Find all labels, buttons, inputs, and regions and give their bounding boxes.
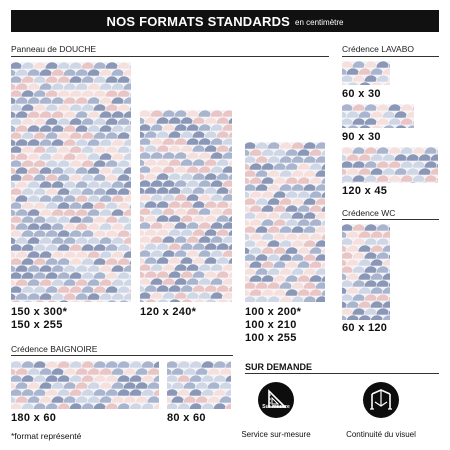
pattern-graphic [342, 104, 414, 128]
section-label-lavabo: Crédence LAVABO [342, 44, 414, 54]
format-line: 150 x 255 [11, 319, 63, 331]
format-line: 150 x 300* [11, 306, 68, 318]
section-rule-lavabo [342, 56, 439, 57]
section-rule-douche [11, 56, 329, 57]
format-line: 100 x 210 [245, 319, 297, 331]
format-douche-100 [245, 306, 301, 345]
pattern-graphic [11, 62, 131, 302]
format-line: 120 x 240* [140, 306, 197, 318]
format-note: *format représenté [11, 431, 82, 441]
pattern-graphic [11, 361, 159, 409]
format-lavabo-60x30: 60 x 30 [342, 88, 381, 100]
swatch-baignoire-80x60 [167, 361, 231, 409]
pattern-graphic [342, 147, 438, 183]
section-label-baignoire: Crédence BAIGNOIRE [11, 344, 98, 354]
section-rule-sur-demande [245, 373, 439, 374]
format-line: 100 x 255 [245, 332, 297, 344]
swatch-wc-60x120 [342, 224, 390, 320]
section-rule-wc [342, 219, 439, 220]
swatch-douche-100x200 [245, 142, 325, 302]
format-wc-60x120: 60 x 120 [342, 322, 388, 334]
sur-mesure-badge: Sur mesure [262, 404, 290, 410]
swatch-lavabo-90x30 [342, 104, 414, 128]
format-baignoire-180x60: 180 x 60 [11, 412, 57, 424]
panel-continuity-icon [363, 382, 399, 418]
page-title: NOS FORMATS STANDARDS [106, 13, 291, 29]
format-douche-120 [140, 306, 196, 319]
pattern-graphic [342, 224, 390, 320]
section-title-sur-demande: SUR DEMANDE [245, 362, 313, 372]
format-baignoire-80x60: 80 x 60 [167, 412, 206, 424]
pattern-graphic [245, 142, 325, 302]
pattern-graphic [167, 361, 231, 409]
format-line: 100 x 200* [245, 306, 302, 318]
swatch-lavabo-60x30 [342, 61, 390, 85]
swatch-douche-150x300 [11, 62, 131, 302]
format-douche-150 [11, 306, 67, 332]
pattern-graphic [342, 61, 390, 85]
header-banner [11, 10, 439, 32]
format-lavabo-120x45: 120 x 45 [342, 185, 388, 197]
section-rule-baignoire [11, 355, 233, 356]
format-lavabo-90x30: 90 x 30 [342, 131, 381, 143]
page-subtitle: en centimètre [295, 17, 344, 27]
swatch-lavabo-120x45 [342, 147, 438, 183]
section-label-douche: Panneau de DOUCHE [11, 44, 97, 54]
section-label-wc: Crédence WC [342, 208, 396, 218]
ruler-triangle-icon [258, 382, 294, 418]
pattern-graphic [140, 110, 232, 302]
caption-continuite: Continuité du visuel [346, 430, 416, 439]
swatch-baignoire-180x60 [11, 361, 159, 409]
swatch-douche-120x240 [140, 110, 232, 302]
caption-sur-mesure: Service sur-mesure [241, 430, 311, 439]
